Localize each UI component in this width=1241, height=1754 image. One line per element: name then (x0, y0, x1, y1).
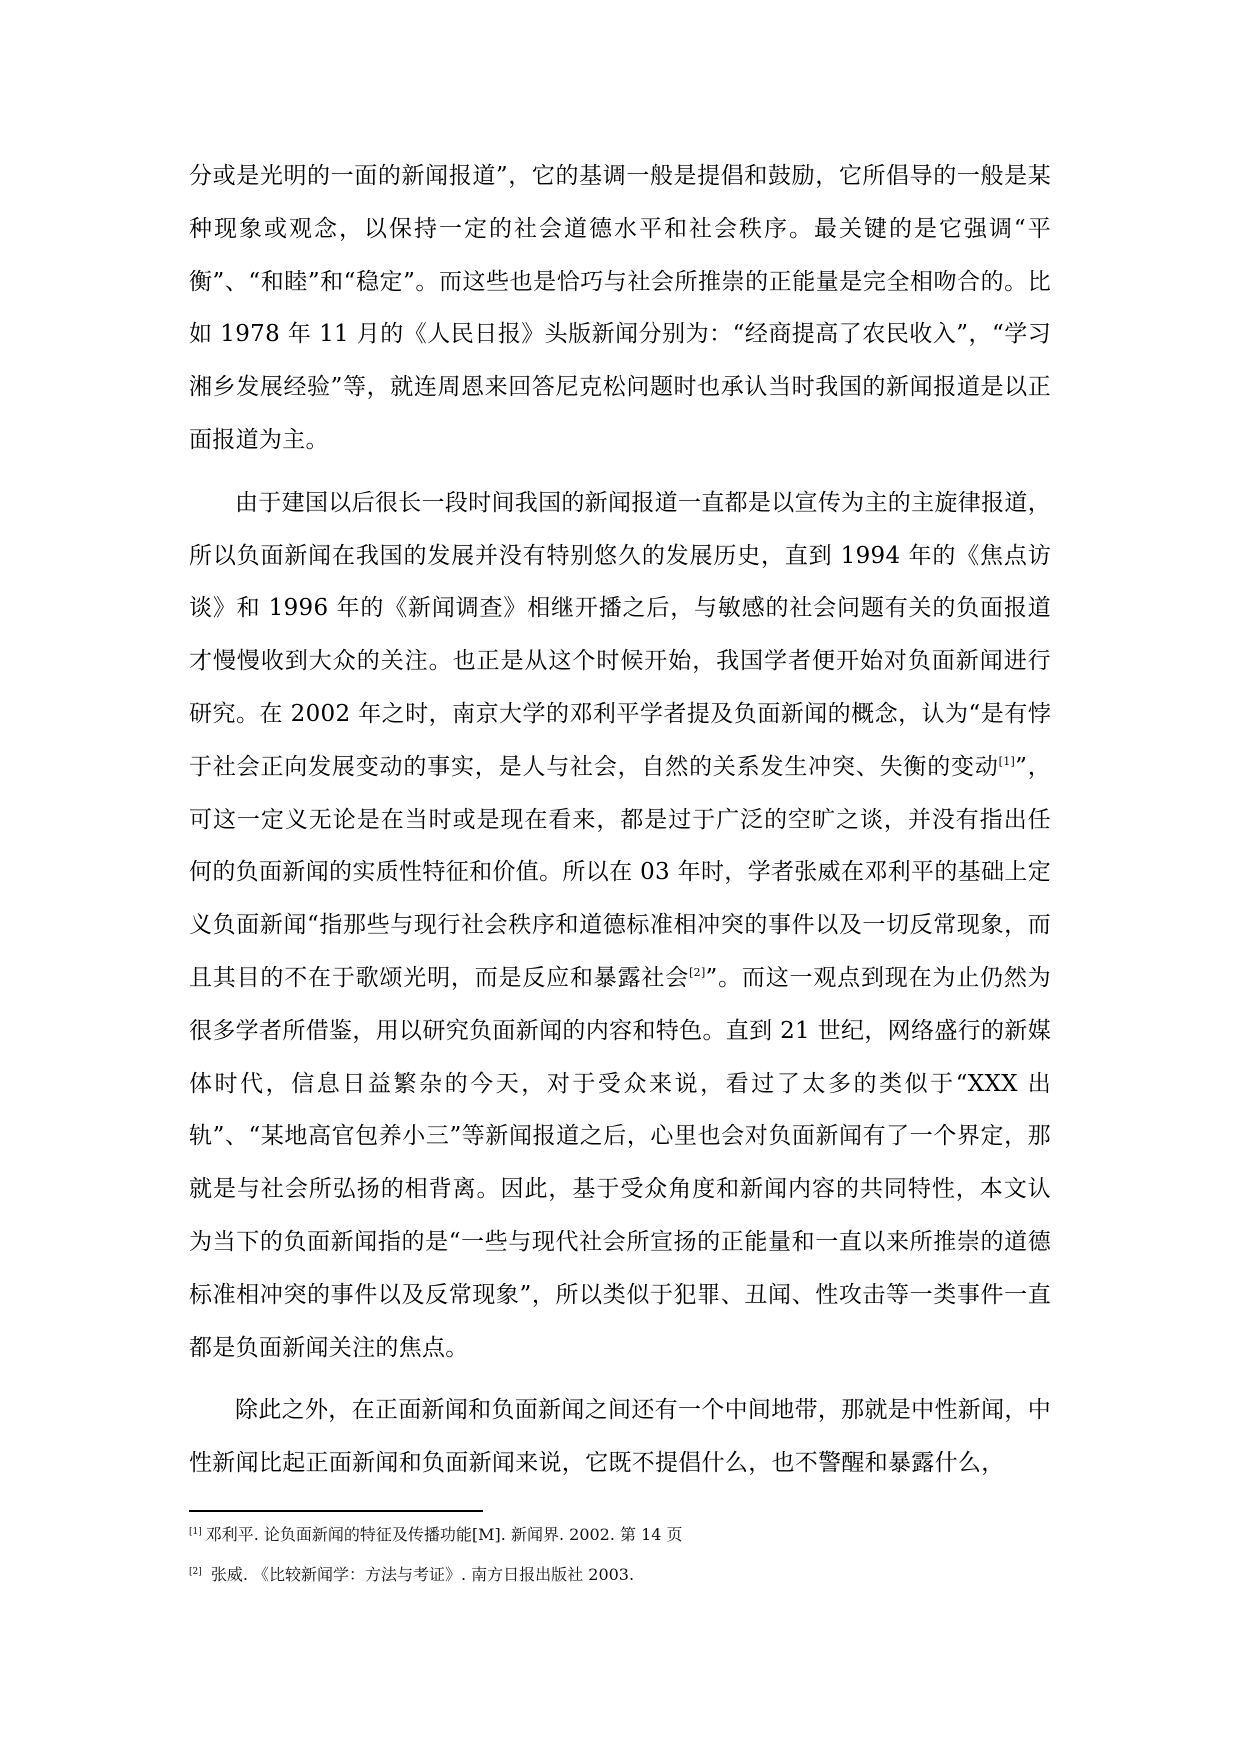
paragraph-text: 分或是光明的一面的新闻报道”，它的基调一般是提倡和鼓励，它所倡导的一般是某种现象或观念，以保持一定的社会道德水平和社会秩序。最关键的是它强调“平衡”、“和睦”和“稳定”。而这些也是恰巧与社会所推崇的正能量是完全相吻合的。比如 1978 年 11 月的《人民日报》头版新闻分别为：“经商提高了农民收入”，“学习湘乡发展经验”等，就连周恩来回答尼克松问题时也承认当时我国的新闻报道是以正面报道为主。 (189, 163, 1051, 453)
footnote (189, 1555, 1051, 1595)
footnote-separator (189, 1510, 483, 1512)
paragraph (189, 477, 1051, 1375)
footnotes (189, 1515, 1051, 1595)
paragraph (189, 1384, 1051, 1490)
paragraph (189, 150, 1051, 467)
paragraph-text: 除此之外，在正面新闻和负面新闻之间还有一个中间地带，那就是中性新闻，中性新闻比起正面新闻和负面新闻来说，它既不提倡什么，也不警醒和暴露什么， (189, 1397, 1051, 1477)
citation-marker: [2] (689, 965, 706, 979)
footnote-mark: [1] (189, 1527, 202, 1537)
paragraph-text: 由于建国以后很长一段时间我国的新闻报道一直都是以宣传为主的主旋律报道，所以负面新闻在我国的发展并没有特别悠久的发展历史，直到 1994 年的《焦点访谈》和 1996 年的《新闻调查》相继开播之后，与敏感的社会问题有关的负面报道才慢慢收到大众的关注。也正是从这个时候开始，我国学者便开始对负面新闻进行研究。在 2002 年之时，南京大学的邓利平学者提及负面新闻的概念，认为“是有悖于社会正向发展变动的事实，是人与社会，自然的关系发生冲突、失衡的变动 (189, 489, 1051, 780)
paragraph-text: ”，可这一定义无论是在当时或是现在看来，都是过于广泛的空旷之谈，并没有指出任何的负面新闻的实质性特征和价值。所以在 03 年时，学者张威在邓利平的基础上定义负面新闻“指那些与现行社会秩序和道德标准相冲突的事件以及一切反常现象，而且其目的不在于歌颂光明，而是反应和暴露社会 (189, 753, 1051, 991)
citation-marker: [1] (998, 754, 1016, 768)
body-text (189, 150, 1051, 1490)
paragraph-text: ”。而这一观点到现在为止仍然为很多学者所借鉴，用以研究负面新闻的内容和特色。直到 21 世纪，网络盛行的新媒体时代，信息日益繁杂的今天，对于受众来说，看过了太多的类似于“XXX 出轨”、“某地高官包养小三”等新闻报道之后，心里也会对负面新闻有了一个界定，那就是与社会所弘扬的相背离。因此，基于受众角度和新闻内容的共同特性，本文认为当下的负面新闻指的是“一些与现代社会所宣扬的正能量和一直以来所推崇的道德标准相冲突的事件以及反常现象”，所以类似于犯罪、丑闻、性攻击等一类事件一直都是负面新闻关注的焦点。 (189, 964, 1051, 1361)
footnote-text: 邓利平. 论负面新闻的特征及传播功能[M]. 新闻界. 2002. 第 14 页 (205, 1525, 683, 1544)
footnote (189, 1515, 1051, 1555)
footnote-text: 张威. 《比较新闻学：方法与考证》. 南方日报出版社 2003. (205, 1565, 635, 1584)
footnote-mark: [2] (189, 1567, 202, 1577)
